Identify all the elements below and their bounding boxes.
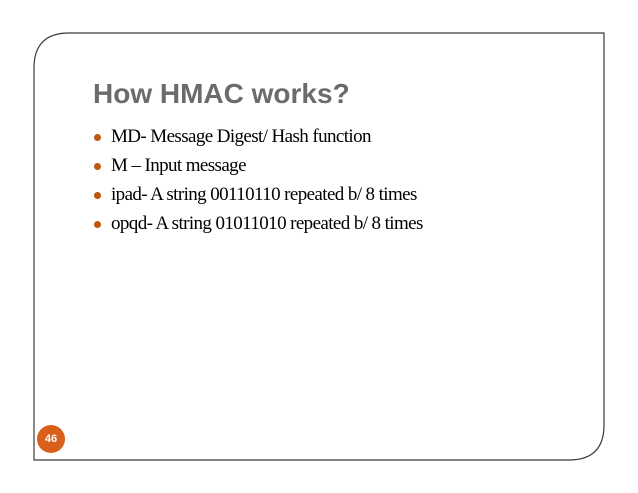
- bullet-dot-icon: [94, 192, 101, 199]
- bullet-text: M – Input message: [111, 155, 246, 176]
- bullet-dot-icon: [94, 134, 101, 141]
- slide-title: How HMAC works?: [93, 78, 350, 109]
- bullet-text: opqd- A string 01011010 repeated b/ 8 times: [111, 213, 423, 234]
- bullet-item: [93, 209, 423, 238]
- bullet-dot-icon: [94, 221, 101, 228]
- page-number-badge: 46: [37, 425, 65, 453]
- bullet-text: MD- Message Digest/ Hash function: [111, 126, 371, 147]
- bullet-item: [93, 151, 423, 180]
- bullet-text: ipad- A string 00110110 repeated b/ 8 times: [111, 184, 417, 205]
- bullet-item: [93, 180, 423, 209]
- bullet-list: [93, 122, 423, 238]
- bullet-item: [93, 122, 423, 151]
- bullet-dot-icon: [94, 163, 101, 170]
